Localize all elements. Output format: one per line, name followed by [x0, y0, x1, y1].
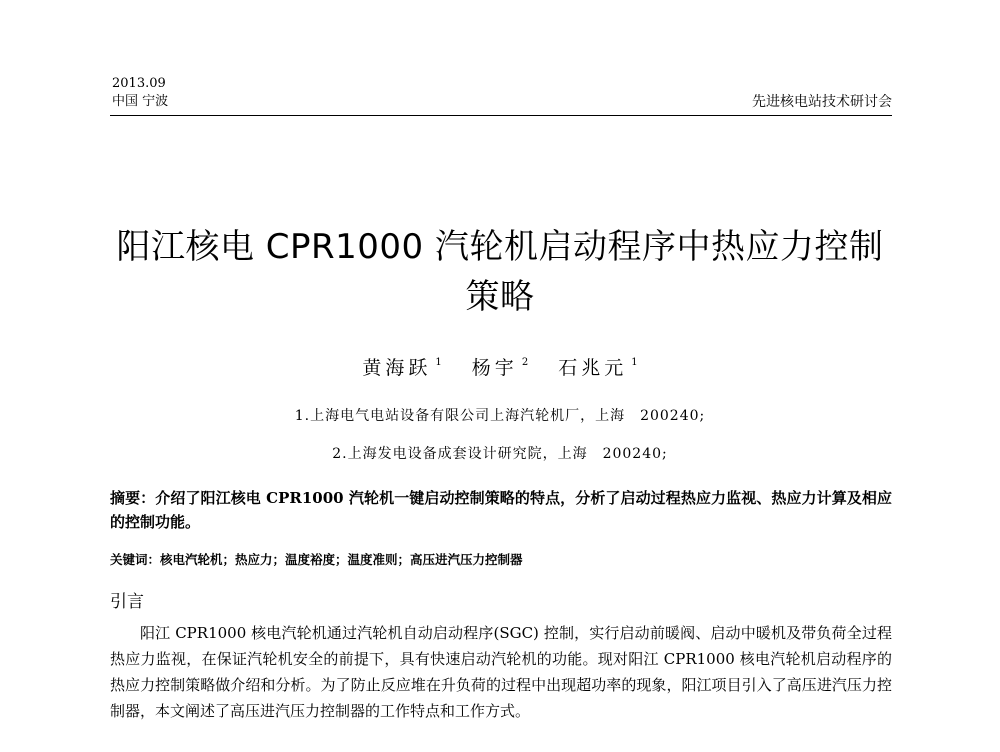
affiliation: 2.上海发电设备成套设计研究院，上海 200240; — [332, 446, 668, 462]
section-heading: 引言 — [110, 592, 144, 612]
section-body: 阳江 CPR1000 核电汽轮机通过汽轮机自动启动程序(SGC) 控制，实行启动前暖阀、启动中暖机及带负荷全过程热应力监视，在保证汽轮机安全的前提下，具有快速启动汽轮机的功能。现对阳江 CPR1000 核电汽轮机启动程序的热应力控制策略做介绍和分析。为了防止反应堆在升负荷的过程中出现超功率的现象，阳江项目引入了高压进汽压力控制器，本文阐述了高压进汽压力控制器的工作特点和工作方式。 — [110, 624, 892, 720]
header-date: 2013.09 — [112, 76, 166, 91]
author-affil-mark: 1 — [631, 357, 638, 368]
author-affil-mark: 2 — [521, 357, 529, 368]
abstract: 摘要：介绍了阳江核电 CPR1000 汽轮机一键启动控制策略的特点，分析了启动过程热应力监视、热应力计算及相应的控制功能。 — [110, 489, 892, 531]
author-name: 黄海跃 — [362, 357, 432, 379]
header-conference: 先进核电站技术研讨会 — [752, 94, 892, 110]
header-rule — [110, 115, 892, 116]
author-name: 杨宇 — [471, 357, 518, 379]
author-name: 石兆元 — [558, 357, 628, 379]
paper-title: 阳江核电 CPR1000 汽轮机启动程序中热应力控制策略 — [116, 227, 884, 317]
author-list — [0, 350, 1000, 381]
header-place: 中国 宁波 — [112, 94, 169, 109]
author — [558, 350, 637, 381]
affiliation: 1.上海电气电站设备有限公司上海汽轮机厂，上海 200240; — [294, 408, 706, 424]
keywords: 关键词：核电汽轮机；热应力；温度裕度；温度准则；高压进汽压力控制器 — [110, 552, 523, 567]
author — [472, 350, 528, 381]
author-affil-mark: 1 — [435, 357, 442, 368]
author — [362, 350, 441, 381]
